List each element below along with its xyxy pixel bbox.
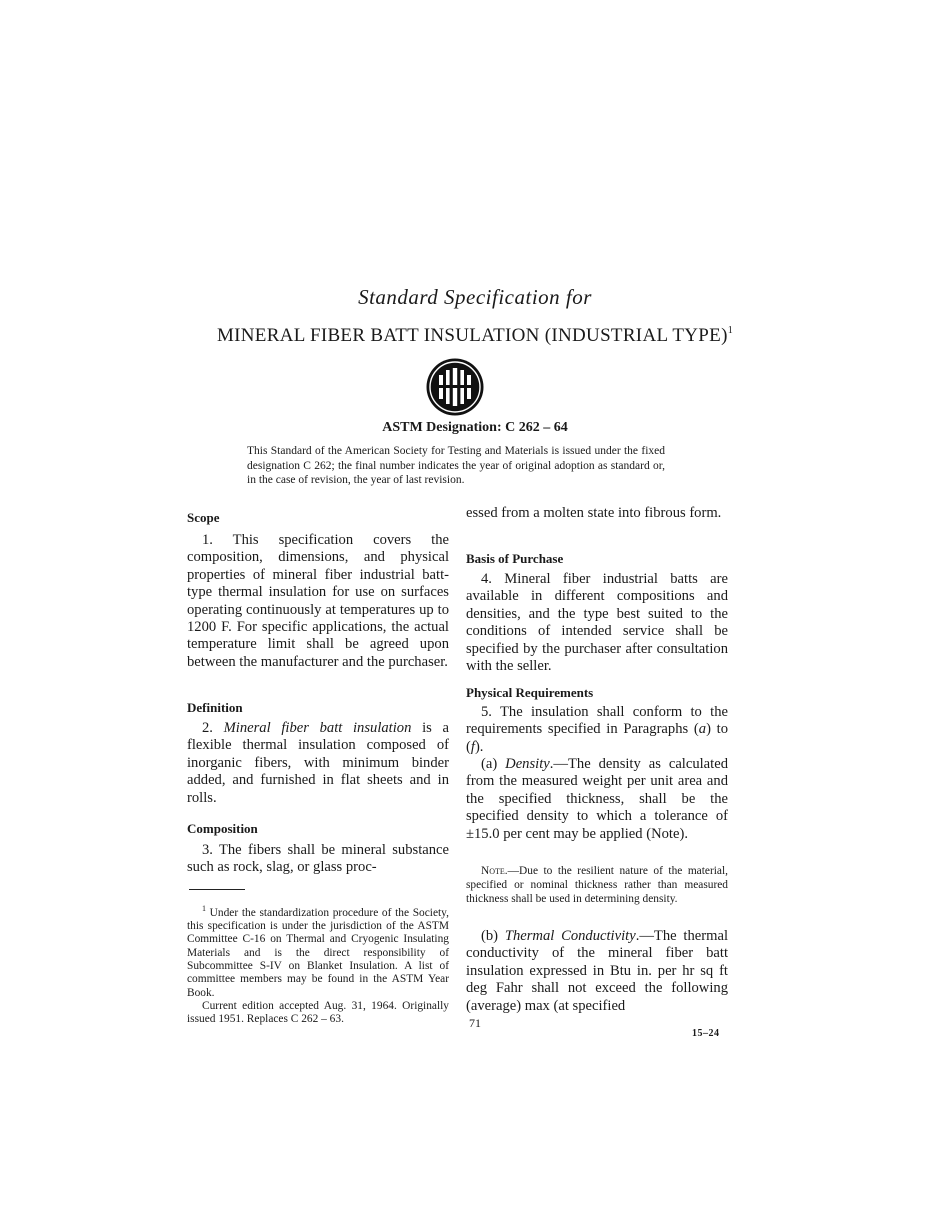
page-code: 15–24 [692,1028,720,1039]
footnote-edition: Current edition accepted Aug. 31, 1964. Originally issued 1951. Replaces C 262 – 63. [187,999,449,1026]
composition-heading-text: Composition [187,821,258,836]
page-number: 71 [469,1016,481,1030]
physical-heading [466,684,728,701]
composition-section [187,842,449,877]
footnote [187,902,449,1026]
footnote-text: Under the standardization procedure of the Society, this specification is under the jurisdiction of the ASTM Committee C-16 on Thermal and Cryogenic Insulating Materials and is the direct responsibility of Subcommittee S-IV on Blanket Insulation. A list of committee members may be found in the ASTM Year Book. [187,906,449,999]
composition-continued-text: essed from a molten state into fibrous form. [466,505,722,521]
composition-paragraph: 3. The fibers shall be mineral substance such as rock, slag, or glass proc- [187,842,449,876]
footnote-divider [189,889,245,890]
scope-heading-text: Scope [187,510,220,525]
definition-heading-text: Definition [187,700,243,715]
basis-heading-text: Basis of Purchase [466,551,564,566]
document-title: Standard Specification for [358,285,592,309]
note-label: Note [481,865,505,877]
basis-paragraph: 4. Mineral fiber industrial batts are available in different compositions and densities, and the type best suited to the conditions of intended service shall be specified by the purchaser after consultation with the seller. [466,571,728,675]
basis-heading [466,550,728,567]
physical-paragraph [466,704,728,756]
note-text: .—Due to the resilient nature of the material, specified or nominal thickness rather than measured thickness shall be used in determining density. [466,865,728,905]
definition-section [187,720,449,807]
composition-heading [187,820,449,837]
footnote-mark: 1 [202,904,206,913]
thermal-label: (b) [481,928,499,944]
astm-designation: ASTM Designation: C 262 – 64 [382,420,568,435]
density-label: (a) [481,756,498,772]
scope-section [187,532,449,671]
basis-section [466,571,728,675]
thermal-text: .—The thermal conductivity of the mineral fiber batt insulation expressed in Btu in. per hr sq ft deg Fahr shall not exceed the following (average) max (at specified [466,928,728,1014]
thermal-paragraph [466,928,728,1015]
density-text: .—The density as calculated from the measured weight per unit area and the specified thickness, shall be the specified density to which a tolerance of ±15.0 per cent may be applied (Note). [466,756,728,842]
intro-statement: This Standard of the American Society for Testing and Materials is issued under the fixed designation C 262; the final number indicates the year of original adoption as standard or, in the case of revision, the year of last revision. [247,445,665,486]
composition-continued [466,505,728,522]
subtitle-footnote-mark: 1 [727,325,734,336]
density-section [466,756,728,843]
physical-text-mid: ) to ( [466,721,728,755]
subtitle-text: MINERAL FIBER BATT INSULATION (INDUSTRIAL TYPE) [216,325,728,346]
document-subtitle [0,325,950,347]
physical-ref-a: a [698,721,707,738]
scope-paragraph: 1. This specification covers the composition, dimensions, and physical properties of mineral fiber industrial batt-type thermal insulation for use on surfaces operating continuously at temperatures up to 1200 F. For specific applications, the actual temperature limit shall be agreed upon between the manufacturer and the purchaser. [187,532,449,670]
definition-text: is a flexible thermal insulation composed of inorganic fibers, with minimum binder added, and furnished in flat sheets and in rolls. [187,720,449,806]
scope-heading [187,509,449,526]
definition-number: 2. [202,720,224,736]
density-paragraph [466,756,728,843]
definition-heading [187,699,449,716]
physical-ref-f: f [470,738,475,755]
physical-heading-text: Physical Requirements [466,685,594,700]
astm-logo [425,357,485,417]
definition-term: Mineral fiber batt insulation [223,720,412,736]
thermal-term: Thermal Conductivity [504,928,636,944]
physical-text-post: ). [474,738,484,755]
footnote-paragraph [187,902,449,1000]
density-note [466,864,728,906]
physical-text-pre: 5. The insulation shall conform to the requirements specified in Paragraphs ( [466,704,728,738]
thermal-section [466,928,728,1015]
density-term: Density [505,756,550,772]
definition-paragraph [187,720,449,807]
physical-section [466,704,728,756]
